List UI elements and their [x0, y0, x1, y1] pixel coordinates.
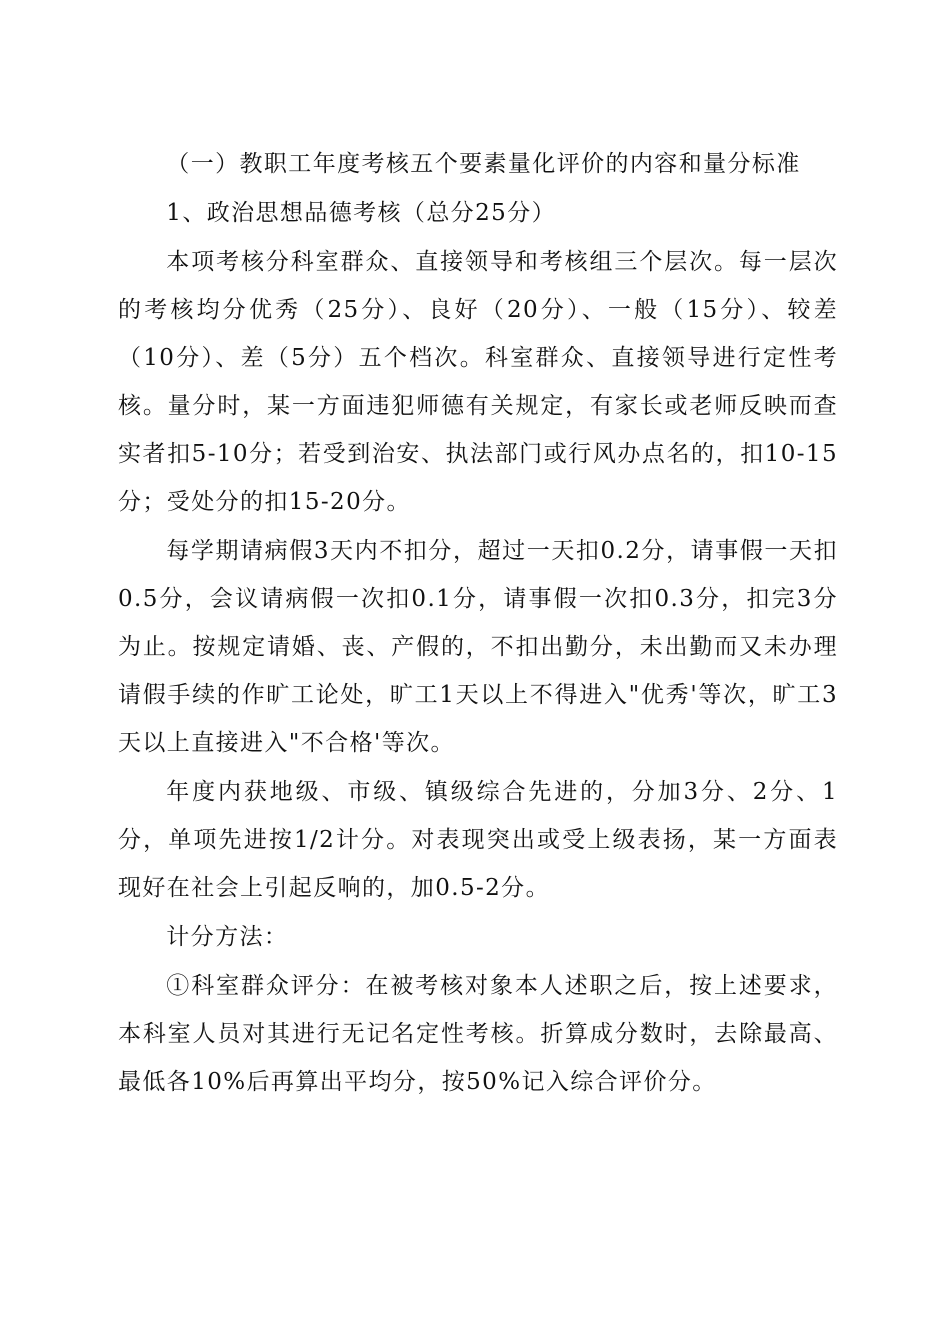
- method-label: 计分方法：: [166, 924, 289, 950]
- body-paragraph: ①科室群众评分：在被考核对象本人述职之后，按上述要求，本科室人员对其进行无记名定性考核。折算成分数时，去除最高、最低各10%后再算出平均分，按50%记入综合评价分。: [118, 973, 838, 1095]
- body-paragraph: 本项考核分科室群众、直接领导和考核组三个层次。每一层次的考核均分优秀（25分）、良好（20分）、一般（15分）、较差（10分）、差（5分）五个档次。科室群众、直接领导进行定性考核。量分时，某一方面违犯师德有关规定，有家长或老师反映而查实者扣5-10分；若受到治安、执法部门或行风办点名的，扣10-15分；受处分的扣15-20分。: [118, 249, 838, 515]
- document-body: [118, 140, 838, 1106]
- subsection-heading: 1、政治思想品德考核（总分25分）: [166, 200, 556, 226]
- body-paragraph: 每学期请病假3天内不扣分，超过一天扣0.2分，请事假一天扣0.5分，会议请病假一次扣0.1分，请事假一次扣0.3分，扣完3分为止。按规定请婚、丧、产假的，不扣出勤分，未出勤而又未办理请假手续的作旷工论处，旷工1天以上不得进入"优秀'等次，旷工3天以上直接进入"不合格'等次。: [118, 538, 838, 756]
- section-heading: （一）教职工年度考核五个要素量化评价的内容和量分标准: [166, 151, 801, 177]
- body-paragraph: 年度内获地级、市级、镇级综合先进的，分加3分、2分、1分，单项先进按1/2计分。对表现突出或受上级表扬，某一方面表现好在社会上引起反响的，加0.5-2分。: [118, 779, 838, 901]
